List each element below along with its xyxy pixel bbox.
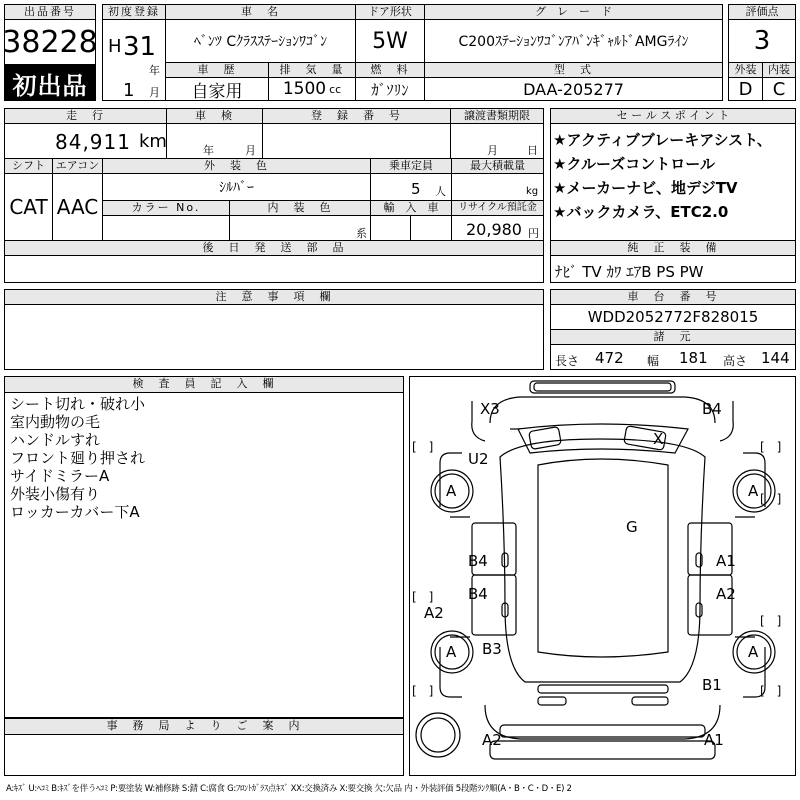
damage-code-a2: A2 (716, 585, 736, 603)
capacity-unit: 人 (435, 185, 446, 198)
model-value: DAA-205277 (424, 77, 723, 101)
length-label: 長さ (555, 354, 580, 368)
import-value-1 (370, 215, 411, 241)
shift-value: CAT (4, 173, 53, 241)
specs-box (550, 344, 796, 370)
recycle-number: 20,980 (466, 220, 522, 239)
ext-color-value: ｼﾙﾊﾞｰ (102, 173, 371, 201)
inspector-line: ハンドルすれ (10, 431, 101, 449)
width-label: 幅 (647, 354, 660, 368)
inspector-line: フロント廻り押され (10, 449, 146, 467)
recycle-label: リサイクル預託金 (451, 200, 544, 216)
office-box (4, 734, 404, 776)
damage-code-b4: B4 (702, 400, 722, 418)
sales-point-item: ★アクティブブレーキアシスト、 (553, 131, 772, 149)
damage-code-a2: A2 (424, 604, 444, 622)
registration-label: 初度登録 (102, 4, 166, 20)
sales-point-item: ★メーカーナビ、地デジTV (553, 179, 738, 197)
bracket-mark: [ ] (412, 590, 434, 604)
max-load-unit: kg (526, 186, 539, 197)
inspector-line: シート切れ・破れ小 (10, 395, 146, 413)
score-value: 3 (728, 19, 796, 63)
mileage-label: 走 行 (4, 108, 167, 124)
transfer-day-unit: 日 (527, 144, 538, 157)
damage-code-a1: A1 (716, 552, 736, 570)
inspector-label: 検 査 員 記 入 欄 (4, 376, 404, 393)
inspection-label: 車 検 (166, 108, 263, 124)
exterior-label: 外装 (728, 62, 763, 78)
door-label: ドア形状 (355, 4, 425, 20)
damage-code-x: X (653, 430, 664, 448)
capacity-label: 乗車定員 (370, 158, 452, 174)
history-label: 車 歴 (165, 62, 269, 78)
wheel-code: A (446, 643, 457, 661)
registration-year: 31 (123, 32, 157, 62)
length-value: 472 (595, 349, 624, 367)
bracket-mark: [ ] (760, 492, 782, 506)
registration-year-unit: 年 (149, 64, 160, 77)
aircon-value: AAC (52, 173, 103, 241)
score-label: 評価点 (728, 4, 796, 20)
bracket-mark: [ ] (412, 684, 434, 698)
door-value: 5W (355, 19, 425, 63)
recycle-unit: 円 (528, 227, 539, 240)
displacement-unit: cc (329, 82, 342, 96)
model-label: 型 式 (424, 62, 723, 78)
bracket-mark: [ ] (412, 440, 434, 454)
recycle-value (451, 215, 544, 241)
later-parts-label: 後 日 発 送 部 品 (4, 240, 544, 256)
notes-box (4, 304, 544, 370)
wheel-code: A (748, 643, 759, 661)
damage-code-g: G (626, 518, 638, 536)
office-label: 事 務 局 よ り ご 案 内 (4, 718, 404, 735)
int-color-value (229, 215, 371, 241)
plate-label: 登 録 番 号 (262, 108, 451, 124)
import-value-2 (410, 215, 452, 241)
mileage-number: 84,911 (55, 130, 131, 154)
int-color-label: 内 装 色 (229, 200, 371, 216)
chassis-value: WDD2052772F828015 (550, 304, 796, 330)
capacity-number: 5 (411, 180, 421, 198)
grade-value: C200ｽﾃｰｼｮﾝﾜｺﾞﾝｱﾊﾞﾝｷﾞｬﾙﾄﾞAMGﾗｲﾝ (424, 19, 723, 63)
bracket-mark: [ ] (760, 614, 782, 628)
lot-number-label: 出品番号 (4, 4, 96, 20)
damage-code-b4: B4 (468, 585, 488, 603)
inspection-year-unit: 年 (203, 144, 214, 157)
bracket-mark: [ ] (760, 684, 782, 698)
color-no-value (102, 215, 230, 241)
damage-code-a1: A1 (704, 731, 724, 749)
capacity-value (370, 173, 452, 201)
shift-label: シフト (4, 158, 53, 174)
interior-score: C (762, 77, 796, 101)
max-load-label: 最大積載量 (451, 158, 544, 174)
damage-code-b3: B3 (482, 640, 502, 658)
height-value: 144 (761, 349, 790, 367)
sales-point-item: ★クルーズコントロール (553, 155, 715, 173)
bracket-mark: [ ] (760, 440, 782, 454)
car-outline-drawing (410, 377, 795, 775)
mileage-value (4, 123, 167, 159)
legend-text: A:ｷｽﾞ U:ﾍｺﾐ B:ｷｽﾞを伴うﾍｺﾐ P:要塗装 W:補修跡 S:錆 C:腐食 G:ﾌﾛﾝﾄｶﾞﾗｽ点ｷｽﾞ XX:交換済み X:要交換 欠:欠品 内・外装評価 5段階ﾗﾝｸ順(A・B・C・D・E) 2 (6, 784, 572, 794)
max-load-value (451, 173, 544, 201)
plate-value (262, 123, 451, 159)
displacement-value (268, 77, 356, 101)
notes-label: 注 意 事 項 欄 (4, 289, 544, 305)
damage-code-u2: U2 (468, 450, 489, 468)
fuel-value: ｶﾞｿﾘﾝ (355, 77, 425, 101)
height-label: 高さ (723, 354, 748, 368)
transfer-month-unit: 月 (487, 144, 498, 157)
damage-code-x3: X3 (480, 400, 500, 418)
interior-label: 内装 (762, 62, 796, 78)
mileage-unit: km (139, 131, 167, 152)
damage-code-a2: A2 (482, 731, 502, 749)
registration-era: H (108, 36, 122, 57)
wheel-code: A (446, 482, 457, 500)
width-value: 181 (679, 349, 708, 367)
registration-month: 1 (123, 80, 135, 101)
grade-label: グ レ ー ド (424, 4, 723, 20)
displacement-number: 1500 (282, 79, 327, 99)
transfer-value (450, 123, 544, 159)
inspector-line: 室内動物の毛 (10, 413, 101, 431)
registration-month-unit: 月 (149, 86, 160, 99)
exterior-score: D (728, 77, 763, 101)
sales-points-box (550, 123, 796, 241)
inspector-box (4, 392, 404, 718)
transfer-label: 譲渡書類期限 (450, 108, 544, 124)
inspector-line: 外装小傷有り (10, 485, 101, 503)
aircon-label: エアコン (52, 158, 103, 174)
later-parts-value (4, 255, 544, 283)
color-no-label: カラー No. (102, 200, 230, 216)
inspection-value (166, 123, 263, 159)
chassis-label: 車 台 番 号 (550, 289, 796, 305)
fuel-label: 燃 料 (355, 62, 425, 78)
sales-points-label: セ ー ル ス ポ イ ン ト (550, 108, 796, 124)
registration-value (102, 19, 166, 101)
damage-code-b4: B4 (468, 552, 488, 570)
inspector-line: サイドミラーA (10, 467, 110, 485)
inspection-month-unit: 月 (245, 144, 256, 157)
inspector-line: ロッカーカバー下A (10, 503, 140, 521)
ext-color-label: 外 装 色 (102, 158, 371, 174)
car-name-label: 車 名 (165, 4, 356, 20)
sales-point-item: ★バックカメラ、ETC2.0 (553, 203, 729, 221)
history-value: 自家用 (165, 77, 269, 101)
equipment-value: ﾅﾋﾞ TV ｶﾜ ｴｱB PS PW (550, 255, 796, 283)
first-listing-badge: 初出品 (4, 65, 96, 101)
lot-number: 38228 (4, 19, 96, 65)
car-name: ﾍﾞﾝﾂ Cｸﾗｽｽﾃｰｼｮﾝﾜｺﾞﾝ (165, 19, 356, 63)
damage-diagram (409, 376, 796, 776)
wheel-code: A (748, 482, 759, 500)
displacement-label: 排 気 量 (268, 62, 356, 78)
specs-label: 諸 元 (550, 329, 796, 345)
damage-code-b1: B1 (702, 676, 722, 694)
equipment-label: 純 正 装 備 (550, 240, 796, 256)
int-color-unit: 系 (356, 227, 367, 240)
import-label: 輸 入 車 (370, 200, 452, 216)
